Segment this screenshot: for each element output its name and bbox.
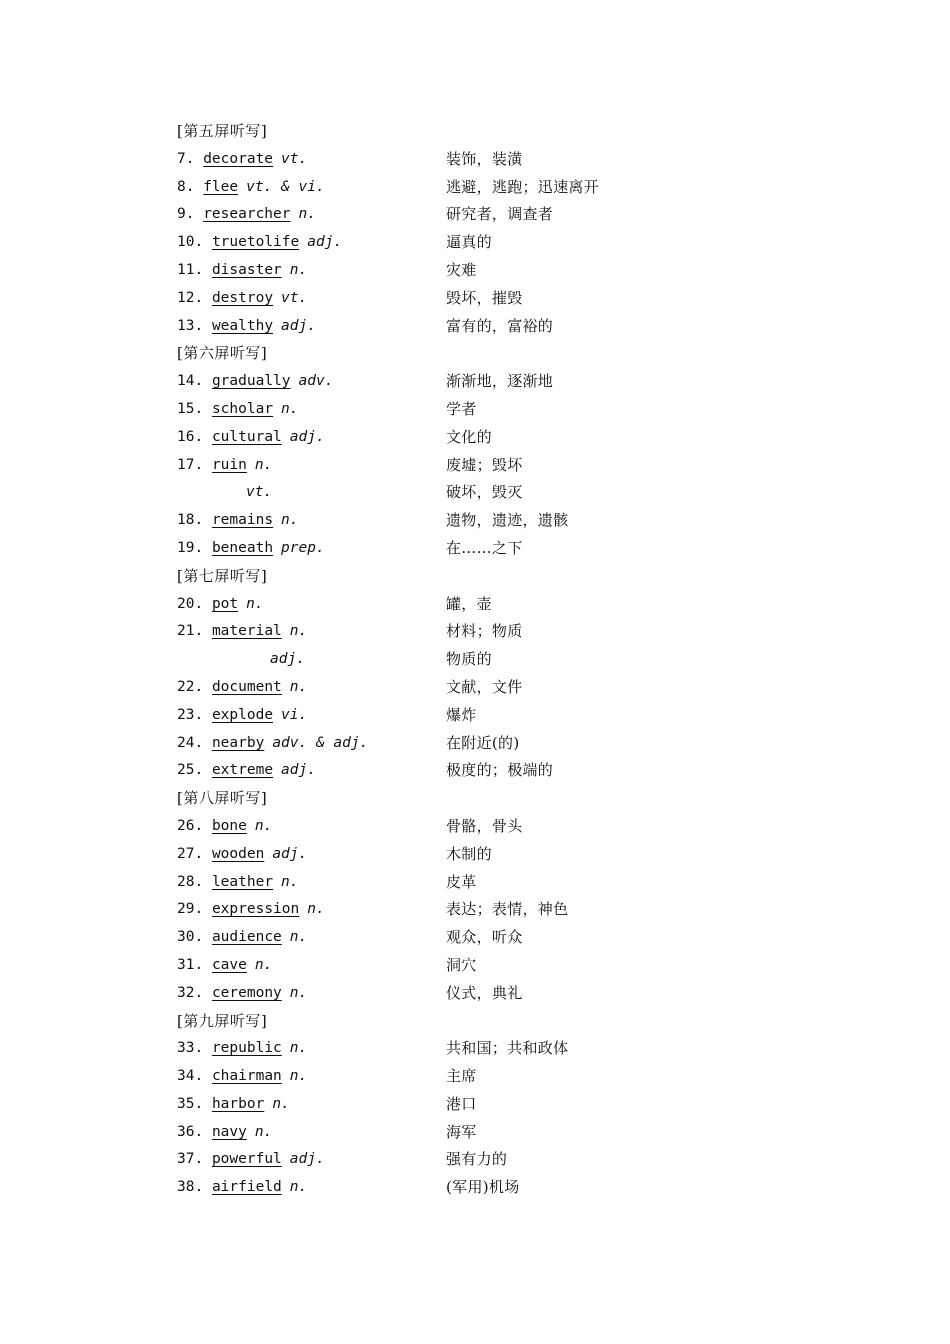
vocab-entry	[177, 257, 777, 285]
entry-word: wealthy	[211, 317, 274, 334]
entry-number: 7.	[177, 150, 195, 167]
entry-word: document	[211, 678, 282, 695]
entry-term	[177, 757, 316, 785]
entry-part-of-speech: adj.	[307, 234, 343, 251]
entry-part-of-speech: n.	[298, 206, 316, 223]
entry-number: 23.	[177, 706, 204, 723]
entry-part-of-speech: adj.	[281, 317, 316, 334]
entry-word: disaster	[211, 261, 282, 278]
entry-word: decorate	[203, 150, 274, 167]
entry-word: flee	[203, 178, 239, 195]
vocab-entry	[177, 1035, 777, 1063]
entry-word: truetolife	[211, 234, 300, 251]
vocab-entry	[177, 452, 777, 480]
entry-term	[177, 201, 316, 229]
entry-number: 36.	[177, 1123, 204, 1140]
entry-number: 24.	[177, 734, 204, 751]
vocab-entry	[177, 1063, 777, 1091]
entry-term	[177, 313, 316, 341]
entry-part-of-speech: n.	[254, 456, 273, 473]
entry-word: pot	[211, 595, 239, 612]
entry-number: 28.	[177, 873, 204, 890]
entry-number: 38.	[177, 1179, 204, 1196]
entry-word: chairman	[211, 1068, 282, 1085]
entry-word: harbor	[211, 1095, 265, 1112]
entry-meaning: 在附近(的)	[446, 733, 520, 752]
entry-meaning: 港口	[446, 1094, 477, 1113]
entry-meaning: 表达；表情，神色	[446, 900, 569, 919]
entry-part-of-speech: n.	[272, 1095, 290, 1112]
vocab-entry	[177, 229, 777, 257]
entry-term	[177, 507, 299, 535]
entry-number: 30.	[177, 929, 204, 946]
vocab-entry	[177, 507, 777, 535]
entry-term	[177, 730, 368, 758]
entry-part-of-speech: n.	[246, 595, 264, 612]
entry-meaning: 罐，壶	[446, 594, 492, 613]
entry-term	[177, 618, 307, 646]
entry-part-of-speech: vt.	[281, 289, 308, 306]
entry-number: 33.	[177, 1040, 204, 1057]
entry-word: nearby	[211, 734, 265, 751]
vocab-entry	[177, 313, 777, 341]
entry-word: wooden	[211, 845, 265, 862]
section-header-text: [第八屏听写]	[177, 789, 268, 808]
entry-meaning: 骨骼，骨头	[446, 816, 523, 835]
entry-meaning: 富有的，富裕的	[446, 316, 554, 335]
entry-term	[177, 146, 307, 174]
entry-word: remains	[211, 512, 274, 529]
vocab-entry	[177, 869, 777, 897]
entry-term	[177, 869, 299, 897]
entry-meaning: 渐渐地，逐渐地	[446, 372, 554, 391]
vocab-entry	[177, 896, 777, 924]
entry-meaning: 文献，文件	[446, 677, 523, 696]
entry-part-of-speech: n.	[307, 901, 325, 918]
entry-word: powerful	[211, 1151, 282, 1168]
entry-term	[177, 229, 342, 257]
entry-meaning: 洞穴	[446, 955, 477, 974]
entry-term	[246, 479, 272, 507]
entry-number: 18.	[177, 512, 204, 529]
entry-number: 20.	[177, 595, 204, 612]
entry-term	[177, 452, 272, 480]
entry-meaning: 强有力的	[446, 1150, 508, 1169]
entry-number: 10.	[177, 234, 204, 251]
entry-term	[177, 924, 307, 952]
entry-term	[177, 1146, 325, 1174]
entry-number: 11.	[177, 261, 204, 278]
entry-part-of-speech: n.	[289, 1068, 308, 1085]
entry-number: 25.	[177, 762, 204, 779]
entry-part-of-speech: adj.	[289, 1151, 325, 1168]
vocab-entry	[177, 813, 777, 841]
section-header	[177, 1008, 777, 1036]
entry-part-of-speech: vt.	[246, 484, 273, 501]
entry-word: ruin	[211, 456, 247, 473]
entry-word: cultural	[211, 428, 282, 445]
entry-meaning: 木制的	[446, 844, 492, 863]
entry-term	[177, 1174, 307, 1202]
entry-part-of-speech: vi.	[281, 706, 308, 723]
entry-part-of-speech: n.	[281, 400, 299, 417]
entry-meaning: 逼真的	[446, 233, 492, 252]
entry-meaning: 灾难	[446, 260, 477, 279]
entry-number: 31.	[177, 956, 204, 973]
vocab-entry	[177, 702, 777, 730]
entry-word: republic	[211, 1040, 282, 1057]
entry-word: explode	[211, 706, 274, 723]
entry-number: 9.	[177, 206, 195, 223]
section-header-text: [第七屏听写]	[177, 566, 268, 585]
entry-number: 22.	[177, 678, 204, 695]
entry-term	[177, 424, 325, 452]
vocab-entry	[177, 535, 777, 563]
entry-part-of-speech: adj.	[281, 762, 316, 779]
vocab-entry	[177, 1119, 777, 1147]
section-header	[177, 785, 777, 813]
entry-word: airfield	[211, 1179, 282, 1196]
section-header-text: [第六屏听写]	[177, 344, 268, 363]
entry-part-of-speech: adj.	[270, 651, 305, 668]
entry-number: 15.	[177, 400, 204, 417]
entry-meaning: (军用)机场	[446, 1178, 520, 1197]
entry-part-of-speech: n.	[281, 873, 299, 890]
entry-part-of-speech: prep.	[281, 539, 325, 556]
entry-part-of-speech: n.	[289, 1040, 308, 1057]
entry-meaning: 观众，听众	[446, 928, 523, 947]
entry-part-of-speech: n.	[254, 956, 273, 973]
entry-number: 8.	[177, 178, 195, 195]
entry-word: researcher	[203, 206, 291, 223]
entry-term	[177, 1063, 307, 1091]
entry-term	[177, 1119, 272, 1147]
vocab-entry	[177, 757, 777, 785]
entry-meaning: 海军	[446, 1122, 477, 1141]
vocab-entry	[177, 1174, 777, 1202]
vocab-entry	[177, 730, 777, 758]
entry-part-of-speech: n.	[289, 984, 308, 1001]
entry-part-of-speech: n.	[289, 929, 308, 946]
entry-meaning: 仪式，典礼	[446, 983, 523, 1002]
entry-meaning: 皮革	[446, 872, 477, 891]
vocab-entry	[177, 201, 777, 229]
entry-term	[177, 980, 307, 1008]
entry-part-of-speech: vt. & vi.	[246, 178, 325, 195]
entry-part-of-speech: n.	[289, 261, 308, 278]
entry-part-of-speech: adv. & adj.	[272, 734, 369, 751]
entry-number: 32.	[177, 984, 204, 1001]
vocabulary-list	[177, 118, 777, 1202]
vocab-entry	[177, 368, 777, 396]
entry-meaning: 废墟；毁坏	[446, 455, 523, 474]
entry-number: 29.	[177, 901, 204, 918]
entry-word: bone	[211, 817, 247, 834]
entry-meaning: 逃避，逃跑；迅速离开	[446, 177, 600, 196]
vocab-entry	[177, 952, 777, 980]
entry-meaning: 遗物，遗迹，遗骸	[446, 511, 569, 530]
vocab-entry	[177, 1091, 777, 1119]
entry-word: gradually	[211, 373, 291, 390]
entry-term	[177, 396, 299, 424]
entry-term	[177, 813, 272, 841]
entry-word: cave	[211, 956, 247, 973]
entry-meaning: 在……之下	[446, 538, 523, 557]
entry-part-of-speech: n.	[254, 817, 273, 834]
entry-meaning: 破坏，毁灭	[446, 483, 523, 502]
vocab-entry	[177, 396, 777, 424]
section-header-text: [第九屏听写]	[177, 1011, 268, 1030]
entry-part-of-speech: n.	[289, 678, 308, 695]
vocab-entry	[177, 424, 777, 452]
vocab-entry	[177, 174, 777, 202]
entry-part-of-speech: vt.	[281, 150, 308, 167]
entry-word: scholar	[211, 400, 274, 417]
entry-number: 26.	[177, 817, 204, 834]
section-header-text: [第五屏听写]	[177, 122, 268, 140]
entry-word: expression	[211, 901, 300, 918]
entry-number: 16.	[177, 428, 204, 445]
entry-term	[177, 1035, 307, 1063]
entry-term	[177, 257, 307, 285]
entry-term	[177, 702, 307, 730]
entry-meaning: 共和国；共和政体	[446, 1039, 569, 1058]
entry-part-of-speech: adj.	[272, 845, 308, 862]
vocab-entry	[177, 591, 777, 619]
entry-term	[270, 646, 305, 674]
vocab-entry	[177, 1146, 777, 1174]
entry-meaning: 主席	[446, 1067, 477, 1086]
vocab-entry	[177, 146, 777, 174]
entry-meaning: 毁坏，摧毁	[446, 288, 523, 307]
entry-word: leather	[211, 873, 274, 890]
section-header	[177, 563, 777, 591]
entry-part-of-speech: n.	[281, 512, 299, 529]
vocab-entry	[177, 618, 777, 646]
entry-word: extreme	[211, 762, 274, 779]
entry-word: destroy	[211, 289, 274, 306]
entry-number: 19.	[177, 539, 204, 556]
section-header	[177, 340, 777, 368]
entry-term	[177, 174, 325, 202]
entry-word: material	[211, 623, 282, 640]
entry-word: audience	[211, 929, 282, 946]
entry-part-of-speech: n.	[289, 623, 308, 640]
entry-term	[177, 1091, 290, 1119]
entry-term	[177, 368, 333, 396]
entry-number: 21.	[177, 623, 204, 640]
entry-word: ceremony	[211, 984, 282, 1001]
entry-meaning: 研究者，调查者	[446, 205, 554, 224]
entry-term	[177, 952, 272, 980]
entry-number: 27.	[177, 845, 204, 862]
section-header	[177, 118, 777, 146]
vocab-entry	[177, 980, 777, 1008]
entry-number: 12.	[177, 289, 204, 306]
vocab-sub-entry	[177, 479, 777, 507]
entry-number: 35.	[177, 1095, 204, 1112]
entry-meaning: 爆炸	[446, 705, 477, 724]
entry-meaning: 装饰，装潢	[446, 149, 523, 168]
entry-term	[177, 591, 264, 619]
entry-number: 37.	[177, 1151, 204, 1168]
entry-meaning: 极度的；极端的	[446, 761, 554, 780]
entry-word: beneath	[211, 539, 274, 556]
entry-term	[177, 674, 307, 702]
entry-meaning: 学者	[446, 399, 477, 418]
entry-meaning: 物质的	[446, 650, 492, 669]
entry-term	[177, 841, 307, 869]
entry-part-of-speech: adj.	[289, 428, 325, 445]
entry-number: 13.	[177, 317, 204, 334]
entry-word: navy	[211, 1123, 247, 1140]
vocab-sub-entry	[177, 646, 777, 674]
entry-number: 34.	[177, 1068, 204, 1085]
vocab-entry	[177, 924, 777, 952]
entry-term	[177, 535, 325, 563]
entry-number: 14.	[177, 373, 204, 390]
entry-part-of-speech: adv.	[298, 373, 334, 390]
vocab-entry	[177, 841, 777, 869]
entry-part-of-speech: n.	[289, 1179, 308, 1196]
entry-part-of-speech: n.	[254, 1123, 273, 1140]
entry-number: 17.	[177, 456, 204, 473]
entry-meaning: 材料；物质	[446, 622, 523, 641]
entry-term	[177, 285, 307, 313]
vocab-entry	[177, 674, 777, 702]
entry-term	[177, 896, 325, 924]
vocab-entry	[177, 285, 777, 313]
entry-meaning: 文化的	[446, 427, 492, 446]
